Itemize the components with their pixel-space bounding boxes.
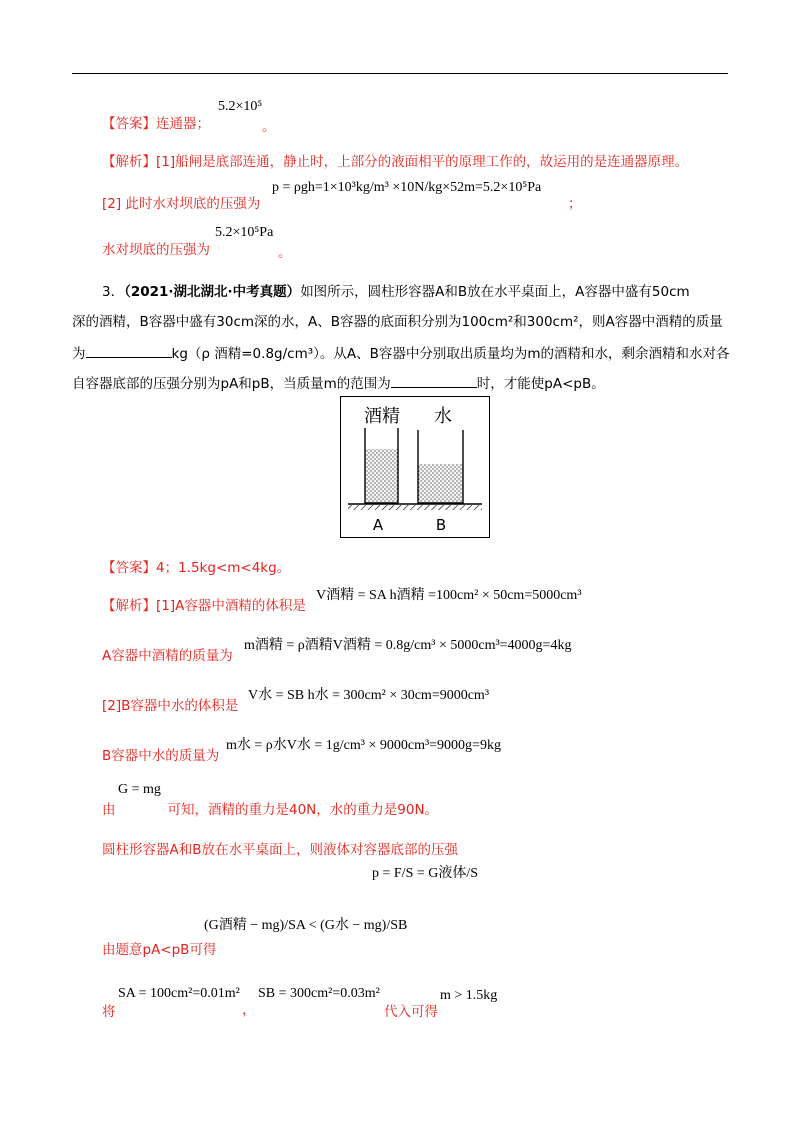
- answer-1-formula: 5.2×10⁵: [218, 99, 263, 114]
- label-alcohol: 酒精: [364, 406, 400, 427]
- analysis-1-line-3-end: 。: [278, 245, 292, 261]
- analysis-label: 【解析】: [102, 598, 156, 614]
- analysis-3-step-7-formula: p = F/S = G液体/S: [372, 866, 479, 881]
- analysis-3-step-8-formula: (G酒精 − mg)/SA < (G水 − mg)/SB: [204, 918, 408, 933]
- analysis-3-step-6: 圆柱形容器A和B放在水平桌面上，则液体对容器底部的压强: [102, 842, 458, 858]
- analysis-1-line-2-formula: p = ρgh=1×10³kg/m³ ×10N/kg×52m=5.2×10⁵Pa: [272, 180, 542, 195]
- question-3-line-2: 深的酒精，B容器中盛有30cm深的水，A、B容器的底面积分别为100cm²和300cm²，则A容器中酒精的质量: [72, 314, 723, 330]
- analysis-1-line-3-formula: 5.2×10⁵Pa: [215, 225, 274, 240]
- figure-frame: [341, 397, 490, 538]
- analysis-3-step-1: 【解析】[1]A容器中酒精的体积是: [102, 598, 306, 614]
- answer-blank-1[interactable]: [86, 345, 172, 358]
- question-number: 3．: [102, 284, 125, 300]
- analysis-3-step-1-formula: V酒精 = SA h酒精 =100cm² × 50cm=5000cm³: [316, 588, 582, 603]
- question-3-line-3: 为 kg（ρ 酒精=0.8g/cm³）。从A、B容器中分别取出质量均为m的酒精和水，剩余酒精和水对各: [72, 346, 730, 362]
- analysis-3-step-2: A容器中酒精的质量为: [102, 648, 233, 664]
- analysis-3-step-9-formula-1: SA = 100cm²=0.01m²: [118, 986, 240, 1001]
- container-a-label: A: [372, 516, 384, 534]
- analysis-3-step-9: 将: [102, 1004, 116, 1020]
- analysis-1-line-2-text: [2] 此时水对坝底的压强为: [102, 196, 261, 212]
- analysis-1-line-3-text: 水对坝底的压强为: [102, 242, 210, 258]
- analysis-3-step-5-formula: G = mg: [118, 782, 161, 797]
- analysis-3-step-3-formula: V水 = SB h水 = 300cm² × 30cm=9000cm³: [248, 688, 490, 703]
- analysis-3-step-3: [2]B容器中水的体积是: [102, 698, 239, 714]
- answer-text: 连通器；: [156, 116, 210, 132]
- analysis-3-step-5: 由 可知，酒精的重力是40N，水的重力是90N。: [102, 802, 439, 818]
- answer-blank-2[interactable]: [391, 375, 477, 388]
- container-b-label: B: [435, 516, 447, 534]
- answer-text: 4；1.5kg<m<4kg。: [156, 560, 291, 576]
- alcohol-liquid: [365, 449, 398, 503]
- analysis-1-line-2-end: ；: [568, 196, 582, 212]
- analysis-1-line-1: 【解析】[1]船闸是底部连通，静止时，上部分的液面相平的原理工作的，故运用的是连通器原理。: [102, 154, 689, 170]
- analysis-3-step-9-text: 代入可得: [384, 1004, 438, 1020]
- analysis-3-step-9-formula-2: SB = 300cm²=0.03m²: [258, 986, 380, 1001]
- answer-1: [102, 112, 210, 132]
- header-rule: [72, 73, 728, 74]
- question-3-line-1: 3．（2021·湖北湖北·中考真题）如图所示，圆柱形容器A和B放在水平桌面上，A容器中盛有50cm: [102, 284, 690, 300]
- label-water: 水: [434, 406, 452, 427]
- answer-1-end: 。: [262, 119, 276, 135]
- water-liquid: [418, 464, 463, 503]
- answer-label: 【答案】: [102, 116, 156, 132]
- table-hatch: [348, 505, 482, 510]
- question-3-line-4: 自容器底部的压强分别为pA和pB，当质量m的范围为 时，才能使pA<pB。: [72, 376, 605, 392]
- analysis-3-step-8: 由题意pA<pB可得: [102, 942, 217, 958]
- analysis-3-step-9-sep: ，: [242, 1002, 256, 1018]
- question-source: （2021·湖北湖北·中考真题）: [124, 284, 301, 300]
- analysis-3-step-9-formula-3: m > 1.5kg: [440, 988, 498, 1003]
- analysis-label: 【解析】: [102, 154, 156, 170]
- analysis-3-step-4-formula: m水 = ρ水V水 = 1g/cm³ × 9000cm³=9000g=9kg: [226, 738, 501, 753]
- answer-3: [102, 556, 290, 576]
- containers-figure: [340, 396, 490, 538]
- analysis-3-step-2-formula: m酒精 = ρ酒精V酒精 = 0.8g/cm³ × 5000cm³=4000g=4kg: [244, 638, 572, 653]
- answer-label: 【答案】: [102, 560, 156, 576]
- analysis-3-step-4: B容器中水的质量为: [102, 748, 220, 764]
